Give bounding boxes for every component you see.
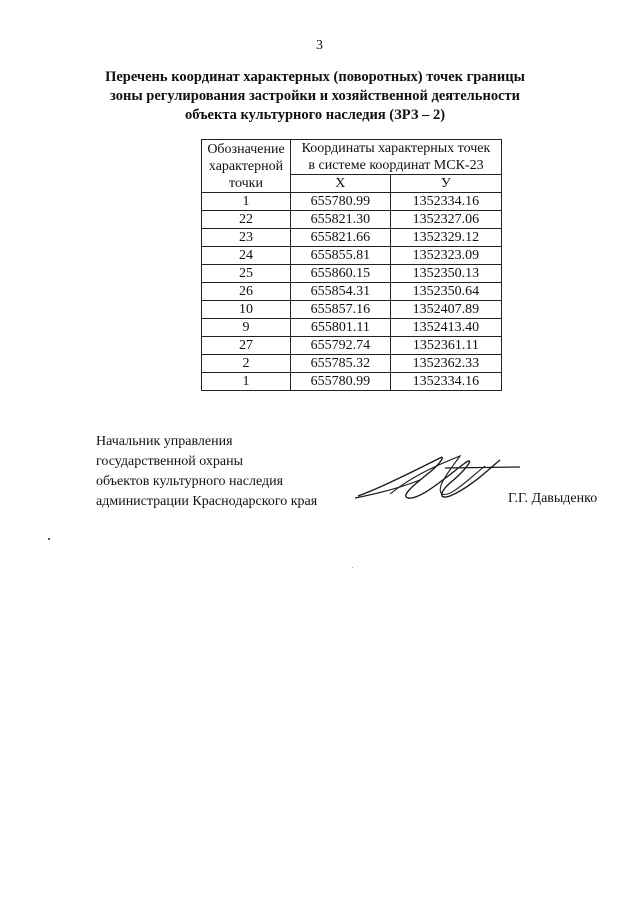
y-cell: 1352350.64 — [390, 283, 501, 301]
scan-speck — [48, 538, 50, 540]
y-cell: 1352350.13 — [390, 265, 501, 283]
x-cell: 655821.66 — [291, 229, 391, 247]
y-cell: 1352334.16 — [390, 373, 501, 391]
x-cell: 655857.16 — [291, 301, 391, 319]
position-line: Начальник управления — [96, 434, 233, 449]
x-cell: 655854.31 — [291, 283, 391, 301]
table-row — [202, 265, 502, 283]
table-row — [202, 319, 502, 337]
table-row — [202, 355, 502, 373]
point-cell: 1 — [202, 373, 291, 391]
point-cell: 24 — [202, 247, 291, 265]
signatory-position — [96, 432, 317, 512]
x-cell: 655860.15 — [291, 265, 391, 283]
x-cell: 655801.11 — [291, 319, 391, 337]
y-cell: 1352327.06 — [390, 211, 501, 229]
point-cell: 1 — [202, 193, 291, 211]
scan-speck — [352, 567, 353, 568]
header-point — [202, 140, 291, 193]
header-point-line: характерной — [208, 158, 284, 174]
coordinates-table — [201, 139, 502, 391]
point-cell: 2 — [202, 355, 291, 373]
y-cell: 1352329.12 — [390, 229, 501, 247]
point-cell: 26 — [202, 283, 291, 301]
x-cell: 655780.99 — [291, 373, 391, 391]
header-coords-line: в системе координат МСК-23 — [308, 158, 484, 173]
x-cell: 655785.32 — [291, 355, 391, 373]
y-cell: 1352361.11 — [390, 337, 501, 355]
y-cell: 1352323.09 — [390, 247, 501, 265]
table-row — [202, 211, 502, 229]
table-row — [202, 373, 502, 391]
point-cell: 10 — [202, 301, 291, 319]
header-coords — [291, 140, 502, 175]
signatory-name: Г.Г. Давыденко — [508, 491, 598, 506]
y-cell: 1352413.40 — [390, 319, 501, 337]
handwritten-signature — [350, 448, 525, 513]
y-cell: 1352334.16 — [390, 193, 501, 211]
point-cell: 25 — [202, 265, 291, 283]
table-row — [202, 193, 502, 211]
page-number: 3 — [316, 38, 323, 53]
position-line: государственной охраны — [96, 454, 244, 469]
y-cell: 1352362.33 — [390, 355, 501, 373]
x-cell: 655792.74 — [291, 337, 391, 355]
header-coords-line: Координаты характерных точек — [301, 141, 491, 156]
header-x: X — [291, 175, 391, 193]
document-title: Перечень координат характерных (поворотных) точек границы зоны регулирования застройки и хозяйственной деятельности объекта культурного наследия (ЗРЗ – 2) — [105, 69, 525, 123]
point-cell: 22 — [202, 211, 291, 229]
table-row — [202, 301, 502, 319]
y-cell: 1352407.89 — [390, 301, 501, 319]
header-y: У — [390, 175, 501, 193]
table-row — [202, 337, 502, 355]
header-point-line: Обозначение — [207, 141, 285, 157]
table-row — [202, 283, 502, 301]
table-row — [202, 229, 502, 247]
position-line: объектов культурного наследия — [96, 474, 284, 489]
point-cell: 27 — [202, 337, 291, 355]
header-point-line: точки — [229, 175, 263, 191]
position-line: администрации Краснодарского края — [96, 494, 318, 509]
point-cell: 9 — [202, 319, 291, 337]
x-cell: 655821.30 — [291, 211, 391, 229]
table-row — [202, 247, 502, 265]
x-cell: 655855.81 — [291, 247, 391, 265]
point-cell: 23 — [202, 229, 291, 247]
x-cell: 655780.99 — [291, 193, 391, 211]
